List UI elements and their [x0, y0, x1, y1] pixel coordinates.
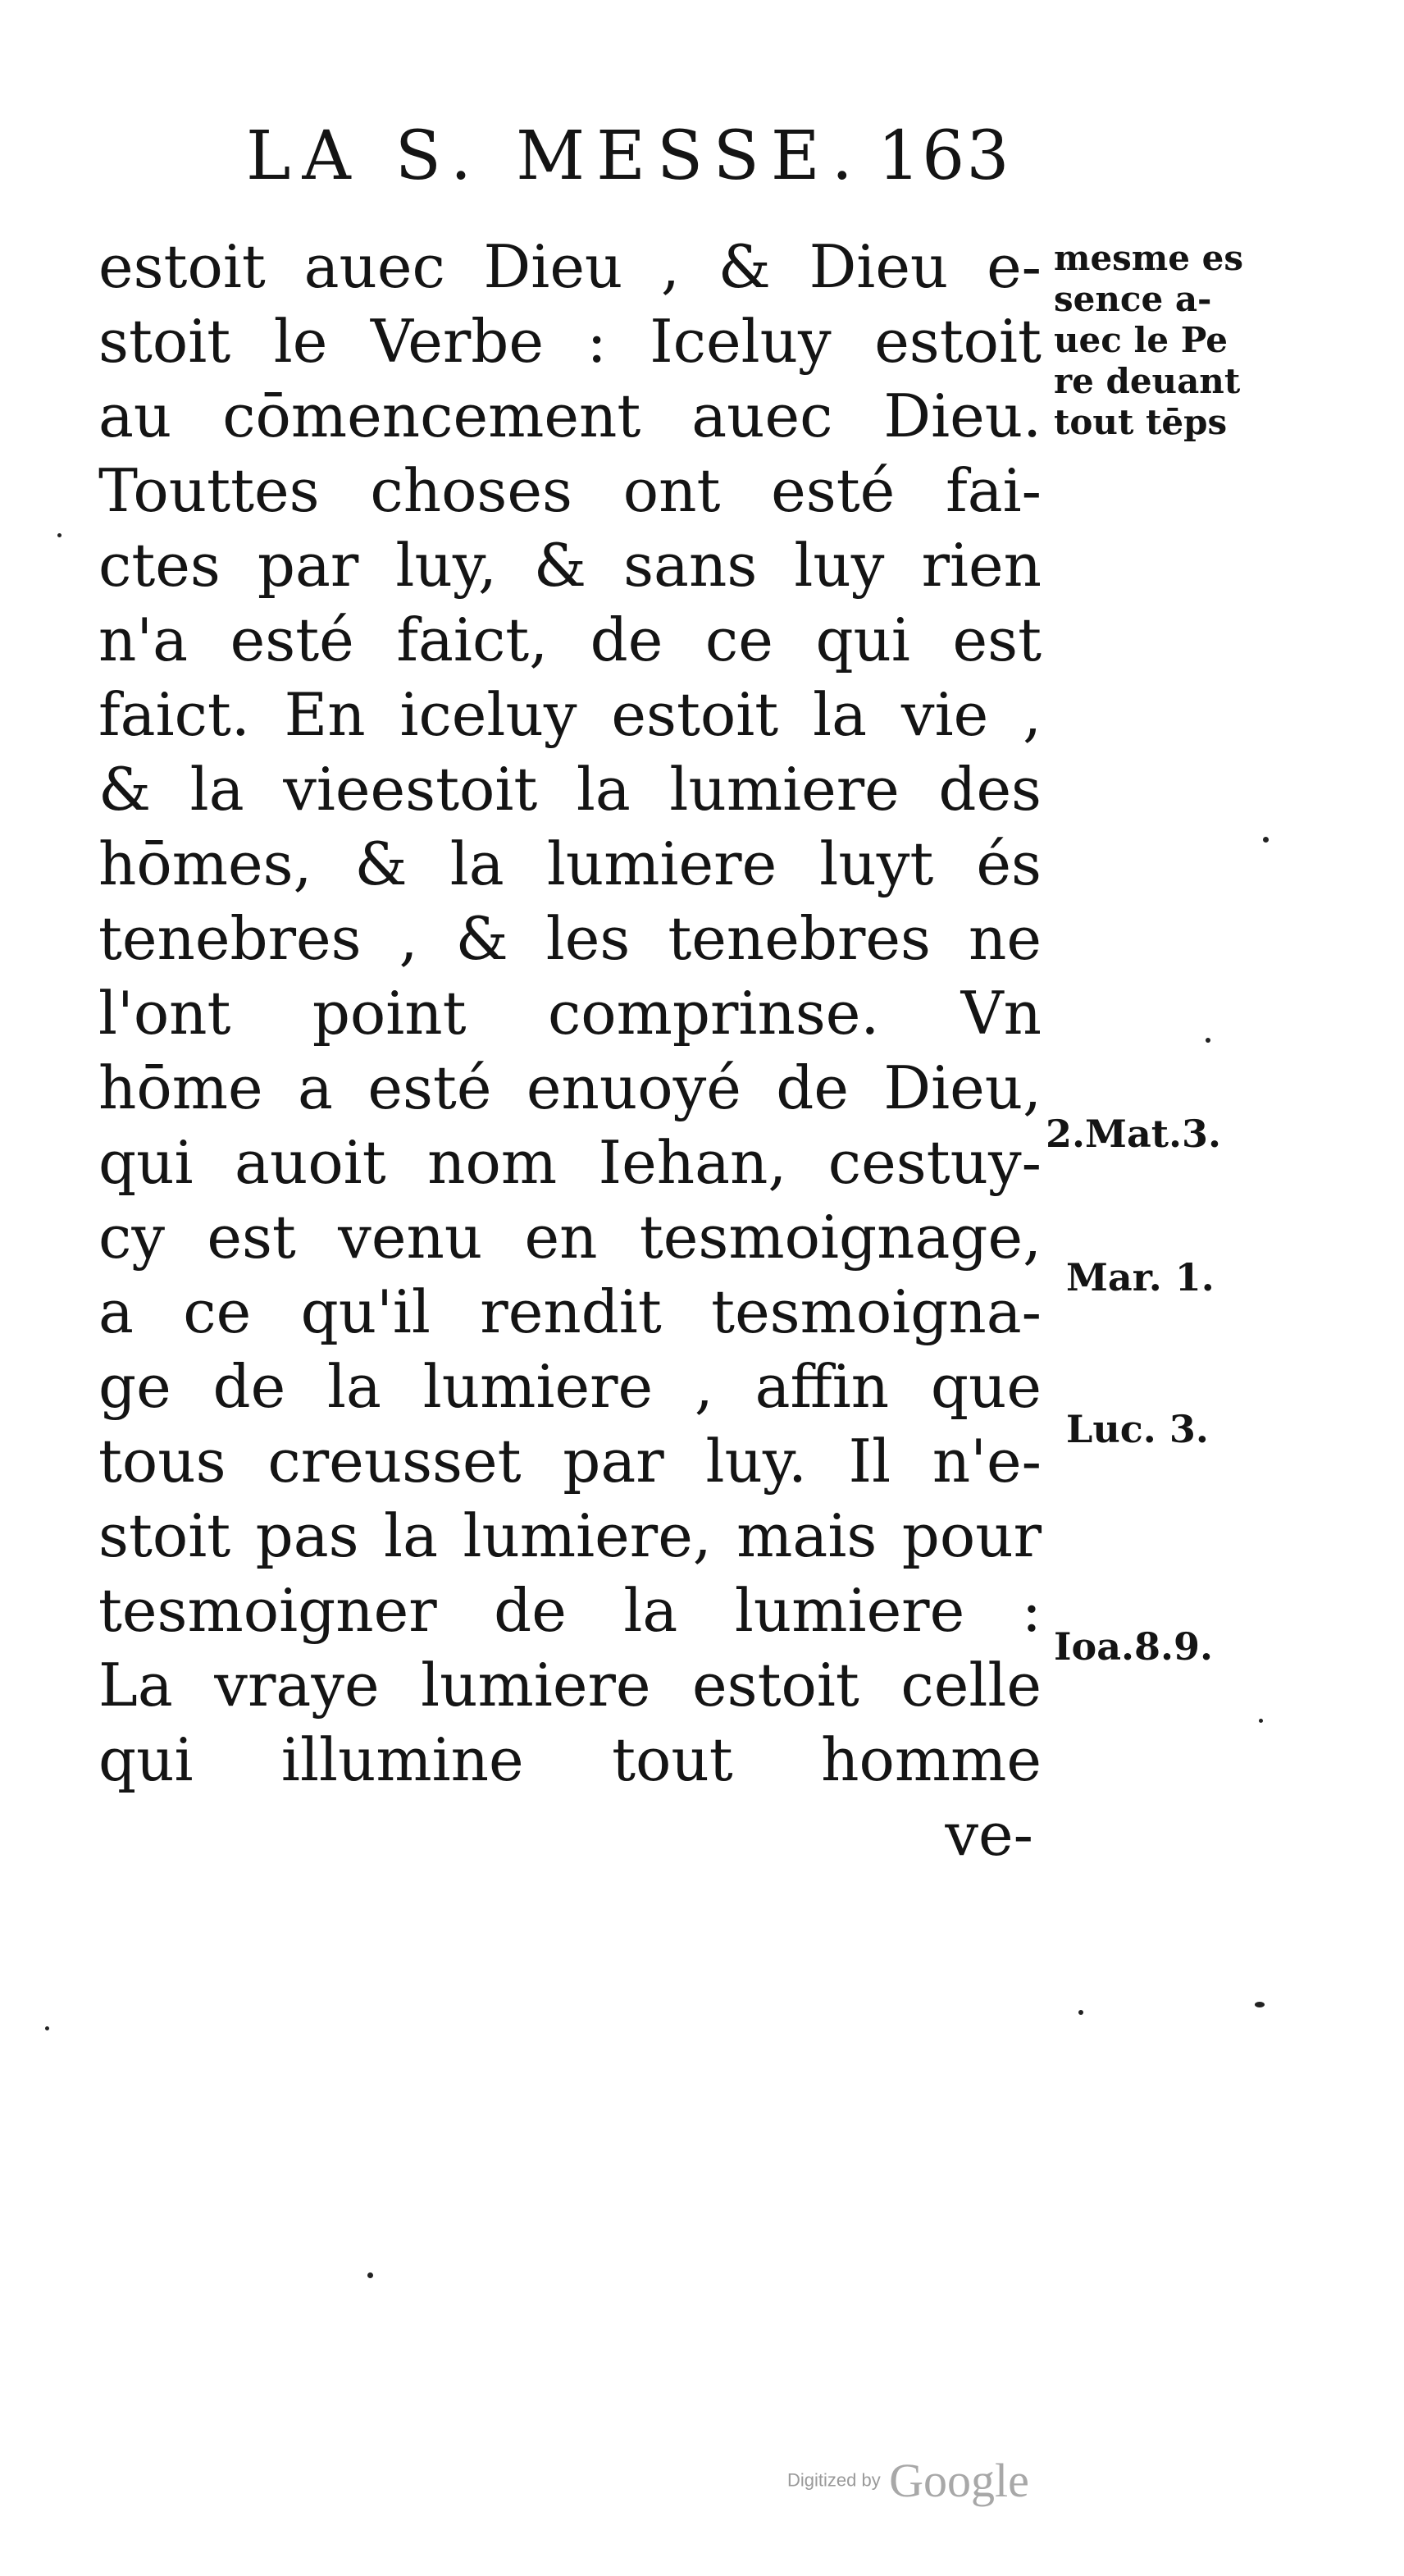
margin-note-line: tout tēps	[1054, 402, 1228, 442]
text-line: l'ont point comprinse. Vn	[98, 979, 1042, 1048]
text-line: a ce qu'il rendit tesmoigna-	[98, 1277, 1042, 1346]
text-line: au cōmencement auec Dieu.	[98, 381, 1042, 450]
text-line: hōmes, & la lumiere luyt és	[98, 829, 1042, 898]
running-title: LA S. MESSE.	[246, 117, 864, 195]
text-line: faict. En iceluy estoit la vie ,	[98, 680, 1042, 749]
margin-note	[1054, 238, 1300, 443]
text-line: Touttes choses ont esté fai-	[98, 456, 1042, 525]
text-line: n'a esté faict, de ce qui est	[98, 605, 1042, 674]
text-line: stoit pas la lumiere, mais pour	[98, 1501, 1042, 1570]
google-logo: Google	[889, 2454, 1029, 2507]
ink-speck	[1259, 1719, 1263, 1723]
digitized-by-text: Digitized by	[787, 2469, 881, 2491]
margin-note-line: re deuant	[1054, 361, 1241, 401]
digitization-watermark	[787, 2453, 1029, 2508]
margin-reference: Ioa.8.9.	[1054, 1624, 1214, 1669]
text-line: qui illumine tout homme	[98, 1725, 1042, 1794]
text-line: La vraye lumiere estoit celle	[98, 1651, 1042, 1720]
ink-speck	[1078, 2010, 1083, 2015]
margin-reference: Mar. 1.	[1066, 1255, 1215, 1299]
ink-speck	[1255, 2002, 1265, 2007]
margin-note-line: sence a-	[1054, 279, 1212, 319]
ink-speck	[57, 533, 62, 537]
text-line: cy est venu en tesmoignage,	[98, 1203, 1042, 1272]
text-line: hōme a esté enuoyé de Dieu,	[98, 1053, 1042, 1122]
ink-speck	[367, 2272, 373, 2278]
ink-speck	[1263, 837, 1269, 843]
text-line: stoit le Verbe : Iceluy estoit	[98, 307, 1042, 376]
margin-note-line: mesme es	[1054, 238, 1243, 278]
running-header	[246, 117, 1011, 195]
text-line: tenebres , & les tenebres ne	[98, 904, 1042, 973]
text-line: ge de la lumiere , affin que	[98, 1352, 1042, 1421]
ink-speck	[45, 2026, 49, 2030]
text-line: & la vieestoit la lumiere des	[98, 755, 1042, 824]
text-line: ctes par luy, & sans luy rien	[98, 531, 1042, 600]
margin-note-line: uec le Pe	[1054, 320, 1228, 360]
text-line: tesmoigner de la lumiere :	[98, 1576, 1042, 1645]
margin-reference: Luc. 3.	[1066, 1407, 1209, 1451]
catchword: ve-	[945, 1800, 1033, 1869]
text-line: qui auoit nom Iehan, cestuy-	[98, 1128, 1042, 1197]
page-number: 163	[878, 117, 1011, 195]
text-line: tous creusset par luy. Il n'e-	[98, 1427, 1042, 1496]
text-line: estoit auec Dieu , & Dieu e-	[98, 232, 1042, 301]
main-text-block	[98, 230, 1042, 1872]
margin-reference: 2.Mat.3.	[1046, 1112, 1222, 1156]
ink-speck	[1206, 1038, 1210, 1043]
